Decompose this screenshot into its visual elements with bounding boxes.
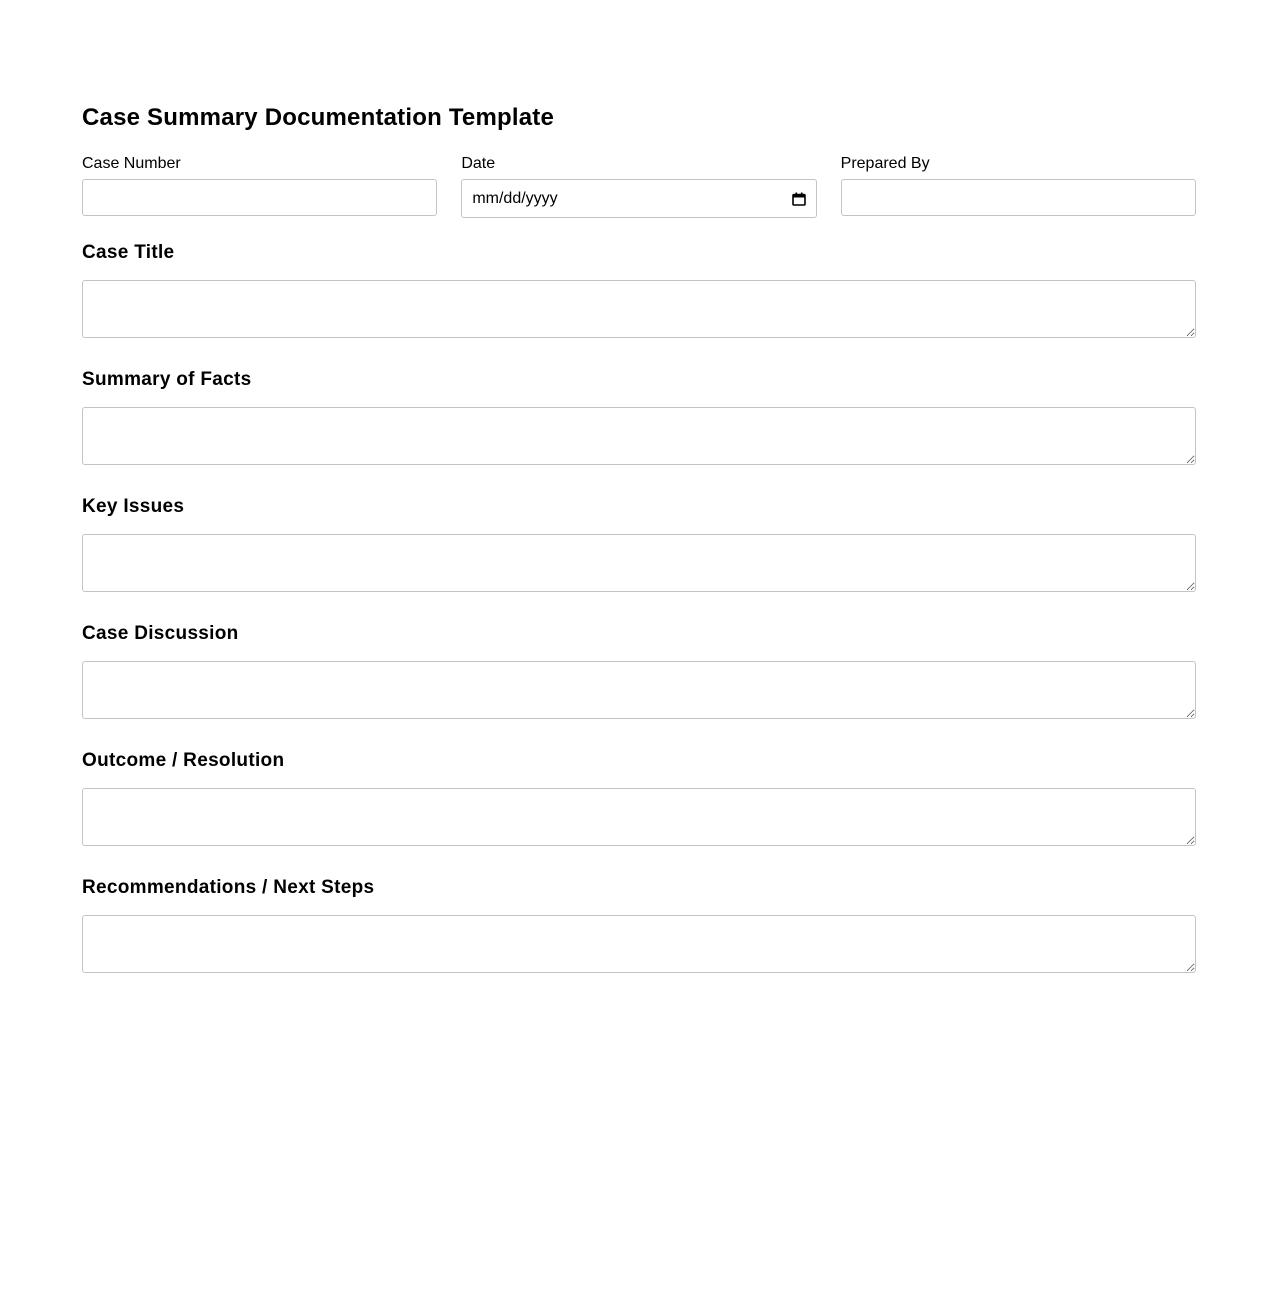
summary-of-facts-section [82,368,1196,465]
recommendations-textarea[interactable] [82,915,1196,973]
date-field-group [461,154,816,218]
date-label: Date [461,155,496,172]
case-summary-form [82,102,1196,973]
key-issues-section [82,495,1196,592]
key-issues-textarea[interactable] [82,534,1196,592]
header-fields-row [82,154,1196,218]
prepared-by-field-group [841,154,1196,218]
recommendations-label: Recommendations / Next Steps [82,877,375,898]
outcome-resolution-label: Outcome / Resolution [82,750,285,771]
summary-of-facts-textarea[interactable] [82,407,1196,465]
case-discussion-textarea[interactable] [82,661,1196,719]
outcome-resolution-textarea[interactable] [82,788,1196,846]
case-number-input[interactable] [82,179,437,216]
case-title-textarea[interactable] [82,280,1196,338]
summary-of-facts-label: Summary of Facts [82,369,252,390]
page-title: Case Summary Documentation Template [82,104,555,131]
date-placeholder: mm/dd/yyyy [472,189,558,207]
recommendations-section [82,876,1196,973]
key-issues-label: Key Issues [82,496,185,517]
prepared-by-input[interactable] [841,179,1196,216]
case-number-label: Case Number [82,155,181,172]
prepared-by-label: Prepared By [840,155,930,172]
date-input[interactable] [461,179,816,218]
case-title-section [82,241,1196,338]
case-title-label: Case Title [82,242,175,263]
calendar-icon[interactable] [792,192,806,206]
case-discussion-section [82,622,1196,719]
case-discussion-label: Case Discussion [82,623,239,644]
outcome-resolution-section [82,749,1196,846]
case-number-field-group [82,154,437,218]
